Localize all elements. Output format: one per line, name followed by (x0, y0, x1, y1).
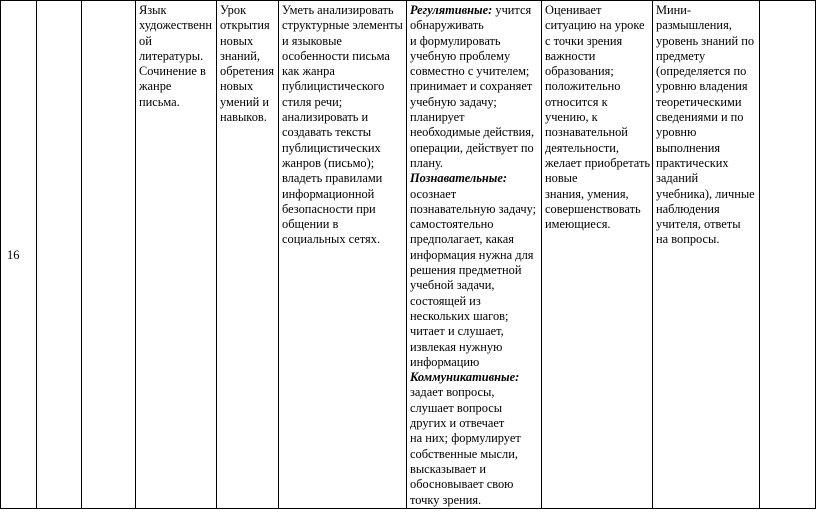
communicative-text: задает вопросы, слушает вопросы других и отвечает на них; формулирует собственные мысли, высказывает и обосновывает свою точку зрения. (410, 385, 521, 507)
regulatory-first-line: учится (492, 3, 532, 17)
cognitive-heading: Познавательные: (410, 171, 508, 186)
regulatory-heading: Регулятивные: (410, 3, 493, 17)
personal-results-cell: Оценивает ситуацию на уроке с точки зрения важности образования; положительно относится к учению, к познавательной деятельности, желает приобретать новые знания, умения, совершенствовать имеющиеся. (542, 1, 653, 509)
control-forms-cell: Мини- размышления, уровень знаний по предмету (определяется по уровню владения теоретическими сведениями и по уровню выполнения практических заданий учебника), личные наблюдения учителя, ответы на вопросы. (653, 1, 760, 509)
table-row (1, 1, 816, 509)
communicative-heading: Коммуникативные: (410, 370, 520, 385)
communicative-block (410, 370, 540, 508)
lesson-type-cell: Урок открытия новых знаний, обретения новых умений и навыков. (217, 1, 279, 509)
empty-cell (760, 1, 816, 509)
empty-cell (82, 1, 136, 509)
lesson-number: 16 (7, 247, 20, 262)
regulatory-text: обнаруживать и формулировать учебную проблему совместно с учителем; принимает и сохраняет учебную задачу; планирует необходимые действия, операции, действует по плану. (410, 18, 535, 170)
lesson-topic-cell: Язык художественн ой литературы. Сочинение в жанре письма. (136, 1, 217, 509)
lesson-number-cell (1, 1, 37, 509)
empty-cell (37, 1, 82, 509)
uud-cell (407, 1, 542, 509)
cognitive-block (410, 171, 540, 370)
subject-results-cell: Уметь анализировать структурные элементы и языковые особенности письма как жанра публицистического стиля речи; анализировать и создавать тексты публицистических жанров (письмо); владеть правилами информационной безопасности при общении в социальных сетях. (279, 1, 407, 509)
regulatory-block (410, 3, 540, 171)
cognitive-text: осознает познавательную задачу; самостоятельно предполагает, какая информация нужна для решения предметной учебной задачи, состоящей из нескольких шагов; читает и слушает, извлекая нужную информацию (410, 186, 537, 369)
